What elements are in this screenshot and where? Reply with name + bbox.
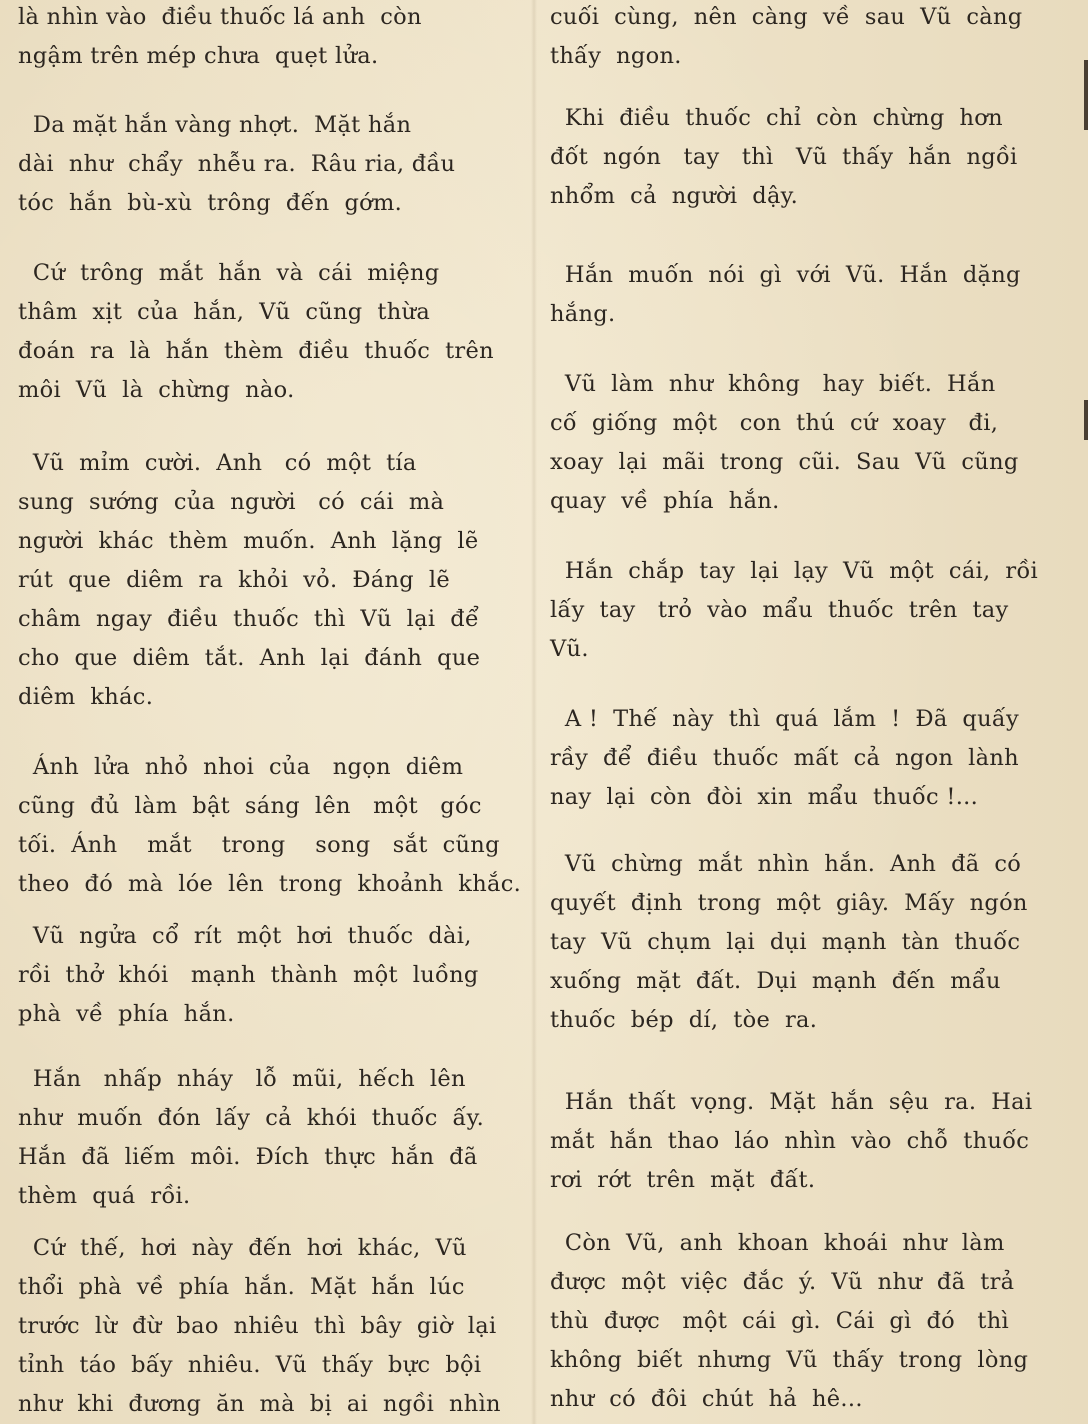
text-line: như khi đương ăn mà bị ai ngồi nhìn	[18, 1391, 501, 1417]
text-line: Vũ làm như không hay biết. Hắn	[550, 371, 996, 397]
paragraph	[550, 99, 1018, 216]
text-line: tóc hắn bù-xù trông đến gớm.	[18, 190, 403, 216]
text-line: tối. Ánh mắt trong song sắt cũng	[18, 832, 500, 858]
text-line: Cứ thế, hơi này đến hơi khác, Vũ	[18, 1235, 467, 1261]
text-line: rơi rớt trên mặt đất.	[550, 1167, 816, 1193]
text-line: cuối cùng, nên càng về sau Vũ càng	[550, 4, 1023, 30]
paragraph	[550, 1083, 1032, 1200]
text-line: lấy tay trỏ vào mẩu thuốc trên tay	[550, 597, 1009, 623]
text-line: phà về phía hắn.	[18, 1001, 235, 1027]
paragraph	[18, 254, 494, 410]
text-line: thèm quá rồi.	[18, 1183, 191, 1209]
text-line: dài như chẩy nhễu ra. Râu ria, đầu	[18, 151, 456, 177]
text-line: thuốc bép dí, tòe ra.	[550, 1007, 818, 1033]
text-line: không biết nhưng Vũ thấy trong lòng	[550, 1347, 1029, 1373]
text-line: mắt hắn thao láo nhìn vào chỗ thuốc	[550, 1128, 1030, 1154]
text-line: người khác thèm muốn. Anh lặng lẽ	[18, 528, 479, 554]
text-line: rút que diêm ra khỏi vỏ. Đáng lẽ	[18, 567, 451, 593]
paragraph	[550, 1224, 1028, 1419]
text-line: được một việc đắc ý. Vũ như đã trả	[550, 1269, 1015, 1295]
text-line: A ! Thế này thì quá lắm ! Đã quấy	[550, 706, 1020, 732]
text-line: Hắn muốn nói gì với Vũ. Hắn dặng	[550, 262, 1021, 288]
text-line: Vũ.	[550, 636, 589, 662]
text-line: diêm khác.	[18, 684, 154, 710]
text-line: Hắn thất vọng. Mặt hắn sệu ra. Hai	[550, 1089, 1033, 1115]
text-line: Vũ mỉm cười. Anh có một tía	[18, 450, 417, 476]
paragraph	[18, 0, 422, 76]
text-line: tỉnh táo bấy nhiêu. Vũ thấy bực bội	[18, 1352, 482, 1378]
paragraph	[550, 552, 1038, 669]
text-line: thù được một cái gì. Cái gì đó thì	[550, 1308, 1009, 1334]
text-line: như có đôi chút hả hê...	[550, 1386, 863, 1412]
text-line: đoán ra là hắn thèm điều thuốc trên	[18, 338, 494, 364]
text-line: Cứ trông mắt hắn và cái miệng	[18, 260, 440, 286]
text-line: hắng.	[550, 301, 616, 327]
text-line: tay Vũ chụm lại dụi mạnh tàn thuốc	[550, 929, 1021, 955]
text-line: như muốn đón lấy cả khói thuốc ấy.	[18, 1105, 485, 1131]
text-line: rầy để điều thuốc mất cả ngon lành	[550, 745, 1019, 771]
text-line: Hắn chắp tay lại lạy Vũ một cái, rồi	[550, 558, 1039, 584]
text-line: theo đó mà lóe lên trong khoảnh khắc.	[18, 871, 522, 897]
page-edge-mark	[1084, 60, 1088, 130]
text-line: cũng đủ làm bật sáng lên một góc	[18, 793, 482, 819]
text-line: sung sướng của người có cái mà	[18, 489, 445, 515]
text-line: cho que diêm tắt. Anh lại đánh que	[18, 645, 481, 671]
text-line: đốt ngón tay thì Vũ thấy hắn ngồi	[550, 144, 1018, 170]
text-line: cố giống một con thú cứ xoay đi,	[550, 410, 999, 436]
paragraph	[18, 917, 479, 1034]
text-line: Khi điều thuốc chỉ còn chừng hơn	[550, 105, 1003, 131]
paragraph	[18, 748, 521, 904]
text-line: Còn Vũ, anh khoan khoái như làm	[550, 1230, 1005, 1256]
text-line: quyết định trong một giây. Mấy ngón	[550, 890, 1028, 916]
text-line: là nhìn vào điều thuốc lá anh còn	[18, 4, 422, 30]
text-line: xuống mặt đất. Dụi mạnh đến mẩu	[550, 968, 1001, 994]
paragraph	[18, 106, 455, 223]
paragraph	[550, 0, 1022, 76]
paragraph	[550, 700, 1019, 817]
text-line: Da mặt hắn vàng nhợt. Mặt hắn	[18, 112, 412, 138]
text-line: ngậm trên mép chưa quẹt lửa.	[18, 43, 379, 69]
paragraph	[550, 256, 1021, 334]
text-line: Hắn đã liếm môi. Đích thực hắn đã	[18, 1144, 478, 1170]
text-line: châm ngay điều thuốc thì Vũ lại để	[18, 606, 480, 632]
text-line: Ánh lửa nhỏ nhoi của ngọn diêm	[18, 754, 464, 780]
column-gutter	[531, 0, 537, 1424]
text-line: thấy ngon.	[550, 43, 682, 69]
paragraph	[550, 845, 1028, 1040]
text-line: Vũ ngửa cổ rít một hơi thuốc dài,	[18, 923, 472, 949]
text-line: thâm xịt của hắn, Vũ cũng thừa	[18, 299, 431, 325]
text-line: rồi thở khói mạnh thành một luồng	[18, 962, 479, 988]
paragraph	[18, 1060, 484, 1216]
text-line: trước lừ đừ bao nhiêu thì bây giờ lại	[18, 1313, 497, 1339]
text-line: Vũ chừng mắt nhìn hắn. Anh đã có	[550, 851, 1022, 877]
text-line: xoay lại mãi trong cũi. Sau Vũ cũng	[550, 449, 1019, 475]
text-line: quay về phía hắn.	[550, 488, 780, 514]
paragraph	[18, 444, 480, 717]
text-line: nay lại còn đòi xin mẩu thuốc !...	[550, 784, 979, 810]
page-edge-mark	[1084, 400, 1088, 440]
paragraph	[550, 365, 1019, 521]
text-line: Hắn nhấp nháy lỗ mũi, hếch lên	[18, 1066, 466, 1092]
text-line: thổi phà về phía hắn. Mặt hắn lúc	[18, 1274, 465, 1300]
paragraph	[18, 1229, 501, 1424]
text-line: nhổm cả người dậy.	[550, 183, 799, 209]
text-line: môi Vũ là chừng nào.	[18, 377, 295, 403]
